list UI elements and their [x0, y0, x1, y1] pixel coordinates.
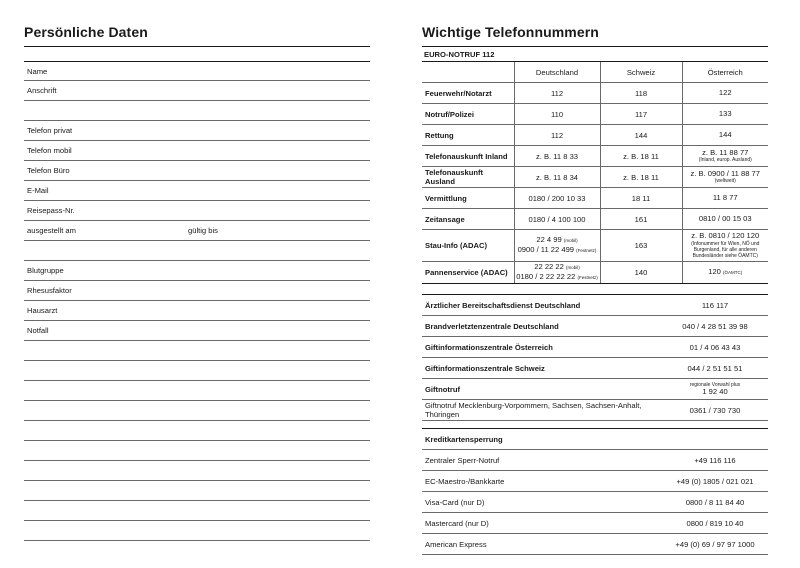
- page-title-left: Persönliche Daten: [24, 24, 148, 40]
- emergency-row-label: Rettung: [422, 125, 514, 146]
- form-row[interactable]: [24, 181, 370, 201]
- form-row-label: Blutgruppe: [27, 266, 64, 275]
- card-label: American Express: [422, 534, 662, 555]
- country-header: Österreich: [682, 62, 768, 83]
- number-note: (ÖAMTC): [723, 269, 743, 275]
- emergency-row: [422, 83, 768, 104]
- number-note: (mobil): [565, 265, 580, 270]
- form-row-label: Telefon Büro: [27, 166, 70, 175]
- services-table: [422, 294, 768, 421]
- value-deutschland: [514, 104, 600, 125]
- value-schweiz: 163: [600, 230, 682, 262]
- number: 110: [550, 109, 564, 119]
- emergency-numbers-table: [422, 61, 768, 284]
- card-number: +49 (0) 69 / 97 97 1000: [662, 534, 768, 555]
- card-label: Zentraler Sperr-Notruf: [422, 450, 662, 471]
- number-note: (weltweit): [714, 178, 736, 185]
- number: 116 117: [701, 300, 729, 310]
- value-oesterreich: [682, 104, 768, 125]
- card-number: +49 116 116: [662, 450, 768, 471]
- form-row[interactable]: [24, 81, 370, 101]
- value-schweiz: 144: [600, 125, 682, 146]
- form-row-label: Telefon privat: [27, 126, 73, 135]
- form-row[interactable]: [24, 361, 370, 381]
- service-label: Brandverletztenzentrale Deutschland: [422, 316, 662, 337]
- value-oesterreich: [682, 262, 768, 284]
- emergency-row-label: Vermittlung: [422, 188, 514, 209]
- service-row: [422, 337, 768, 358]
- service-number: [662, 379, 768, 400]
- number: 0180 / 200 10 33: [528, 193, 586, 203]
- number: 122: [718, 87, 732, 97]
- number: 044 / 2 51 51 51: [687, 363, 743, 373]
- number: 1 92 40: [702, 386, 728, 396]
- value-oesterreich: [682, 188, 768, 209]
- form-row[interactable]: [24, 221, 370, 241]
- number: z. B. 11 8 34: [535, 172, 579, 182]
- number-note: (Infonummer für Wien, NÖ und Burgenland, für alle anderen Bundesländer siehe ÖAMTC): [691, 240, 760, 259]
- form-row[interactable]: [24, 421, 370, 441]
- form-row[interactable]: [24, 481, 370, 501]
- value-schweiz: 140: [600, 262, 682, 284]
- value-deutschland: [514, 209, 600, 230]
- number: 112: [550, 130, 564, 140]
- value-deutschland: [514, 146, 600, 167]
- emergency-row: [422, 230, 768, 262]
- value-oesterreich: [682, 209, 768, 230]
- value-oesterreich: [682, 230, 768, 262]
- number: z. B. 11 8 33: [535, 151, 579, 161]
- emergency-row-label: Feuerwehr/Notarzt: [422, 83, 514, 104]
- table-header-row: [422, 62, 768, 83]
- number: z. B. 0810 / 120 120: [691, 231, 760, 241]
- cards-title-row: [422, 429, 768, 450]
- number: 01 / 4 06 43 43: [689, 342, 741, 352]
- country-header: Schweiz: [600, 62, 682, 83]
- number-note: regionale Vorwahl plus: [689, 381, 741, 388]
- value-schweiz: 161: [600, 209, 682, 230]
- number: z. B. 11 88 77: [702, 147, 749, 157]
- form-row[interactable]: [24, 201, 370, 221]
- form-row[interactable]: [24, 61, 370, 81]
- form-row[interactable]: [24, 521, 370, 541]
- form-row-label: E-Mail: [27, 186, 49, 195]
- form-row[interactable]: [24, 241, 370, 261]
- number-note: (Festnetz): [577, 274, 598, 280]
- card-row: [422, 534, 768, 555]
- stau-line: [515, 273, 600, 283]
- value-deutschland: [514, 262, 600, 284]
- number: 0810 / 00 15 03: [698, 213, 752, 223]
- emergency-row: [422, 146, 768, 167]
- number-note: (mobil): [563, 238, 578, 243]
- service-number: [662, 295, 768, 316]
- number: 144: [718, 129, 732, 139]
- form-row-label: Notfall: [27, 326, 49, 335]
- number: 112: [550, 88, 564, 98]
- value-oesterreich: [682, 83, 768, 104]
- service-label: Giftnotruf Mecklenburg-Vorpommern, Sachsen, Sachsen-Anhalt, Thüringen: [422, 400, 662, 421]
- emergency-row: [422, 188, 768, 209]
- emergency-row: [422, 104, 768, 125]
- form-row[interactable]: [24, 461, 370, 481]
- value-deutschland: [514, 83, 600, 104]
- number-note: (Inland, europ. Ausland): [698, 157, 752, 164]
- form-row[interactable]: [24, 381, 370, 401]
- service-row: [422, 358, 768, 379]
- form-row[interactable]: [24, 441, 370, 461]
- service-row: [422, 316, 768, 337]
- number: 0361 / 730 730: [689, 405, 741, 415]
- form-row-label: Anschrift: [27, 86, 57, 95]
- form-row[interactable]: [24, 301, 370, 321]
- form-row[interactable]: [24, 141, 370, 161]
- service-number: [662, 337, 768, 358]
- value-deutschland: [514, 230, 600, 262]
- form-row[interactable]: [24, 401, 370, 421]
- emergency-row-label: Pannenservice (ADAC): [422, 262, 514, 284]
- number: z. B. 0900 / 11 88 77: [690, 168, 761, 178]
- emergency-row-label: Telefonauskunft Ausland: [422, 167, 514, 188]
- value-schweiz: z. B. 18 11: [600, 146, 682, 167]
- value-deutschland: [514, 188, 600, 209]
- service-number: [662, 400, 768, 421]
- service-row: [422, 295, 768, 316]
- value-deutschland: [514, 167, 600, 188]
- number: 040 / 4 28 51 39 98: [682, 321, 748, 331]
- value-oesterreich: [682, 167, 768, 188]
- number: 133: [718, 108, 732, 118]
- page-title-right: Wichtige Telefonnummern: [422, 24, 599, 40]
- service-row: [422, 400, 768, 421]
- emergency-row-label: Stau-Info (ADAC): [422, 230, 514, 262]
- service-label: Giftinformationszentrale Schweiz: [422, 358, 662, 379]
- form-row[interactable]: [24, 501, 370, 521]
- card-label: Mastercard (nur D): [422, 513, 662, 534]
- number: 0900 / 11 22 499: [517, 244, 575, 254]
- country-header: Deutschland: [514, 62, 600, 83]
- stau-line: [515, 246, 600, 256]
- card-number: +49 (0) 1805 / 021 021: [662, 471, 768, 492]
- service-label: Giftinformationszentrale Österreich: [422, 337, 662, 358]
- title-rule-right: [422, 46, 768, 47]
- emergency-row: [422, 125, 768, 146]
- form-row[interactable]: [24, 261, 370, 281]
- service-number: [662, 358, 768, 379]
- form-row-label: Name: [27, 67, 48, 76]
- number: 22 22 22: [534, 262, 564, 271]
- card-number: 0800 / 819 10 40: [662, 513, 768, 534]
- card-row: [422, 450, 768, 471]
- euro-notruf-label: EURO-NOTRUF 112: [424, 50, 495, 59]
- number: 120: [708, 266, 721, 276]
- card-row: [422, 471, 768, 492]
- form-row-label: Telefon mobil: [27, 146, 72, 155]
- personal-data-form: [24, 61, 370, 541]
- service-label: Ärztlicher Bereitschaftsdienst Deutschland: [422, 295, 662, 316]
- service-label: Giftnotruf: [422, 379, 662, 400]
- emergency-row: [422, 209, 768, 230]
- value-oesterreich: [682, 125, 768, 146]
- number: 0180 / 2 22 22 22: [516, 271, 576, 281]
- emergency-row-label: Telefonauskunft Inland: [422, 146, 514, 167]
- number-note: (Festnetz): [576, 247, 597, 253]
- form-row[interactable]: [24, 161, 370, 181]
- emergency-row-label: Notruf/Polizei: [422, 104, 514, 125]
- value-schweiz: 117: [600, 104, 682, 125]
- service-number: [662, 316, 768, 337]
- emergency-row: [422, 262, 768, 284]
- service-row: [422, 379, 768, 400]
- header-empty: [422, 62, 514, 83]
- value-schweiz: 118: [600, 83, 682, 104]
- value-schweiz: z. B. 18 11: [600, 167, 682, 188]
- number: 22 4 99: [536, 235, 562, 244]
- value-oesterreich: [682, 146, 768, 167]
- form-row-label: ausgestellt am: [27, 226, 76, 235]
- emergency-row-label: Zeitansage: [422, 209, 514, 230]
- cards-title: Kreditkartensperrung: [422, 429, 768, 450]
- card-number: 0800 / 8 11 84 40: [662, 492, 768, 513]
- value-schweiz: 18 11: [600, 188, 682, 209]
- card-label: Visa-Card (nur D): [422, 492, 662, 513]
- value-deutschland: [514, 125, 600, 146]
- credit-card-table: [422, 428, 768, 555]
- form-row[interactable]: [24, 321, 370, 341]
- form-row[interactable]: [24, 121, 370, 141]
- form-row[interactable]: [24, 281, 370, 301]
- form-row-label: Rhesusfaktor: [27, 286, 72, 295]
- card-row: [422, 513, 768, 534]
- number: 11 8 77: [712, 192, 738, 202]
- form-row-label: Hausarzt: [27, 306, 58, 315]
- form-row[interactable]: [24, 341, 370, 361]
- form-row-label-secondary: gültig bis: [188, 226, 218, 235]
- title-rule-left: [24, 46, 370, 47]
- card-label: EC-Maestro-/Bankkarte: [422, 471, 662, 492]
- form-row[interactable]: [24, 101, 370, 121]
- emergency-row: [422, 167, 768, 188]
- number: 0180 / 4 100 100: [528, 214, 586, 224]
- card-row: [422, 492, 768, 513]
- form-row-label: Reisepass-Nr.: [27, 206, 75, 215]
